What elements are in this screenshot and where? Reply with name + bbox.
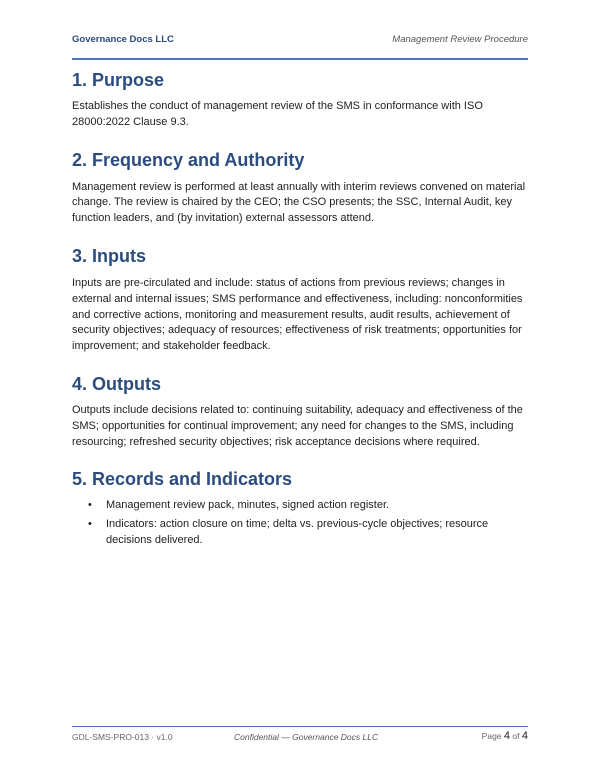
document-code: GDL-SMS-PRO-013 · v1.0 (72, 732, 173, 742)
company-name: Governance Docs LLC (72, 34, 174, 45)
document-title: Management Review Procedure (392, 34, 528, 45)
document-body (72, 70, 528, 552)
section-paragraph: Establishes the conduct of management review of the SMS in conformance with ISO 28000:2022 Clause 9.3. (72, 100, 483, 128)
list-item (72, 498, 528, 514)
list-item-text: Indicators: action closure on time; delta vs. previous-cycle objectives; resource decisions delivered. (106, 518, 489, 546)
page-current: 4 (503, 730, 511, 742)
page-header (72, 32, 528, 60)
page-number (482, 730, 528, 742)
section-paragraph: Outputs include decisions related to: continuing suitability, adequacy and effectiveness of the SMS; opportunities for continual improvement; any need for changes to the SMS, including resourcing; refreshed security objectives; risk acceptance decisions where required. (72, 403, 523, 448)
section-records-indicators (72, 469, 528, 548)
section-purpose (72, 70, 528, 131)
section-paragraph: Inputs are pre-circulated and include: status of actions from previous reviews; changes in external and internal issues; SMS performance and effectiveness, including: nonconformities and corrective actions, monitoring and measurement results, audit results, achievement of security objectives; adequacy of resources; effectiveness of risk treatments; opportunities for improvement; and stakeholder feedback. (72, 276, 523, 353)
page-total: 4 (521, 730, 528, 742)
bullet-list (72, 498, 528, 548)
list-item-text: Management review pack, minutes, signed action register. (106, 499, 390, 512)
page-footer (72, 726, 528, 747)
page-of: of (512, 731, 520, 741)
bullet-icon: • (88, 518, 92, 531)
section-heading: 4. Outputs (72, 373, 161, 394)
section-paragraph: Management review is performed at least annually with interim reviews convened on material change. The review is chaired by the CEO; the CSO presents; the SSC, Internal Audit, key function leaders, and (by invitation) external assessors attend. (72, 180, 526, 225)
section-inputs (72, 246, 528, 355)
section-heading: 5. Records and Indicators (72, 469, 293, 490)
list-item (72, 517, 528, 549)
section-frequency-authority (72, 150, 528, 227)
section-heading: 3. Inputs (72, 245, 147, 266)
page-prefix: Page (481, 731, 502, 741)
bullet-icon: • (88, 499, 92, 512)
section-outputs (72, 374, 528, 450)
section-heading: 1. Purpose (72, 70, 165, 90)
section-heading: 2. Frequency and Authority (72, 149, 305, 170)
confidential-notice: Confidential — Governance Docs LLC (234, 732, 379, 742)
